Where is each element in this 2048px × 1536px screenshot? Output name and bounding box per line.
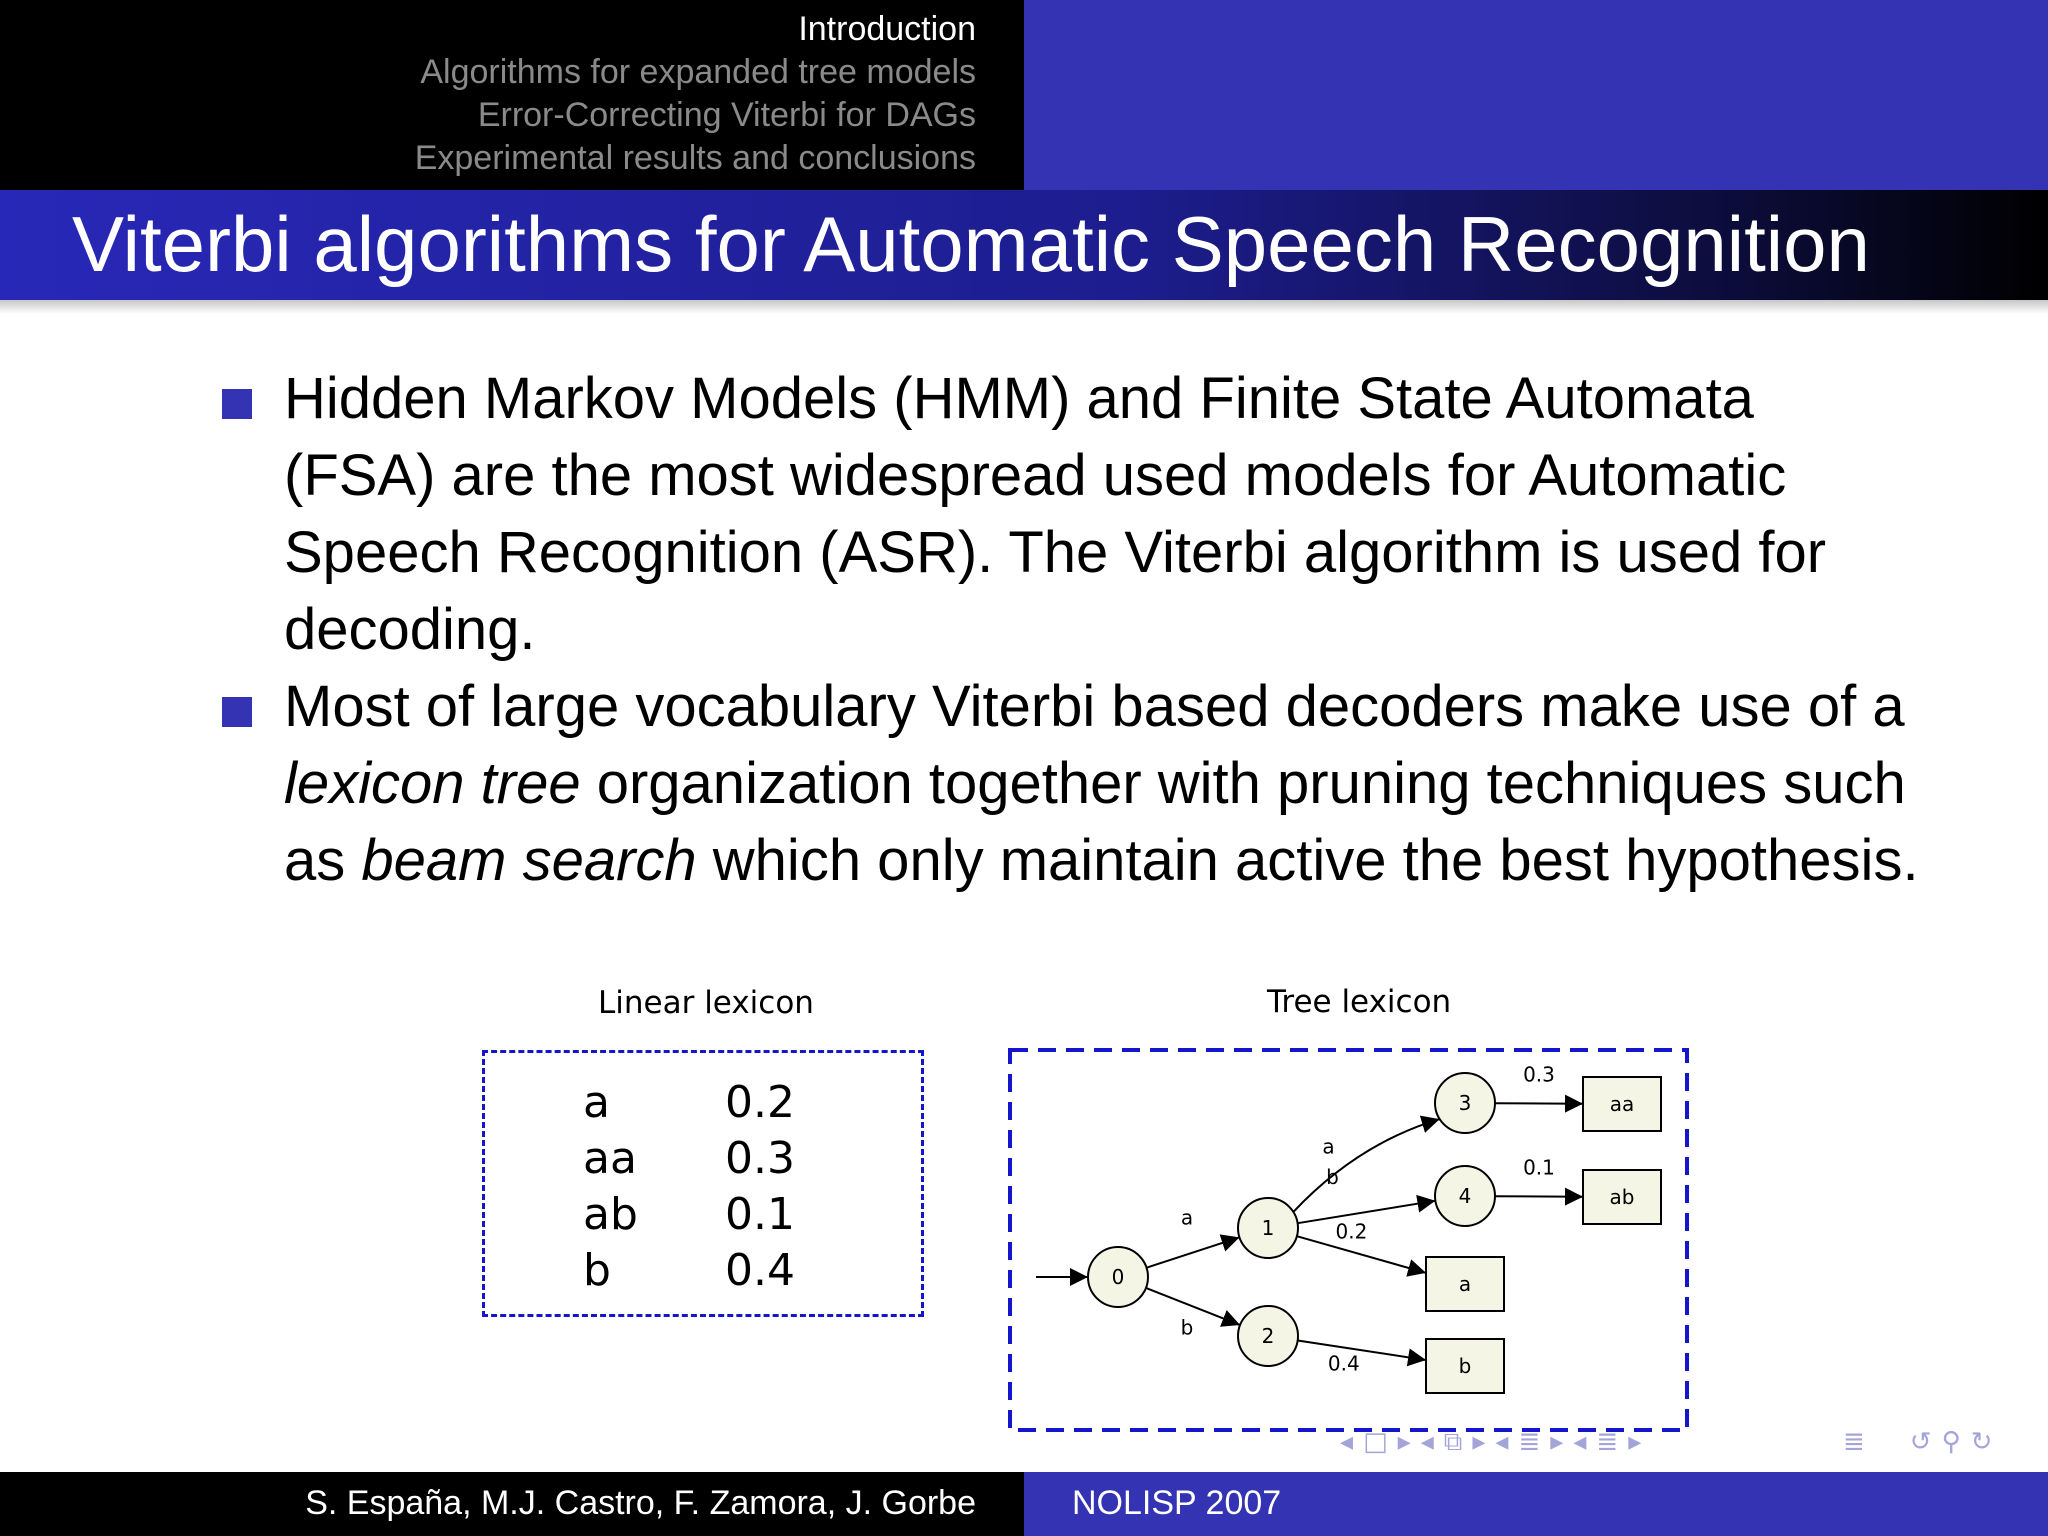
tree-edge [1147,1237,1240,1267]
nav-slide-next-icon[interactable]: ▸ [1628,1427,1642,1457]
tree-node-label: b [1458,1354,1472,1378]
nav-slide-prev-icon[interactable]: ◂ [1573,1427,1587,1457]
lexicon-word: ab [583,1189,638,1240]
nav-subsection-icon[interactable]: ⧉ [1443,1426,1463,1457]
tree-node-label: 1 [1261,1216,1275,1240]
tree-edge-label: 0.2 [1335,1219,1368,1244]
tree-edge-label: b [1326,1165,1339,1189]
tree-node-label: ab [1609,1185,1635,1209]
tree-node-label: 4 [1458,1184,1472,1208]
lexicon-word: aa [583,1133,637,1184]
tree-edge-label: a [1180,1205,1194,1230]
nav-subsection-next-icon[interactable]: ▸ [1472,1427,1486,1457]
lexicon-prob: 0.3 [725,1133,795,1184]
linear-lexicon-caption: Linear lexicon [598,985,814,1021]
nav-item-algorithms[interactable]: Algorithms for expanded tree models [420,53,976,91]
tree-edge [1293,1119,1439,1212]
tree-edge-label: 0.4 [1327,1351,1360,1376]
term-beam-search: beam search [361,828,697,893]
lexicon-prob: 0.1 [725,1189,795,1240]
slide-title: Viterbi algorithms for Automatic Speech Recognition [72,200,1870,288]
beamer-navigation-controls [1335,1422,1646,1462]
footer-conference: NOLISP 2007 [1072,1484,1282,1522]
tree-edge-label: a [1322,1134,1335,1159]
lexicon-word: b [583,1245,611,1296]
tree-edge-label: 0.1 [1523,1155,1555,1180]
bullet-text-segment: Hidden Markov Models (HMM) and Finite State Automata (FSA) are the most widespread used models for Automatic Speech Recognition (ASR). The Viterbi algorithm is used for decoding. [284,366,1827,662]
tree-node-label: 0 [1111,1265,1125,1289]
bullet-text-segment: which only maintain active the best hypothesis. [696,828,1919,893]
tree-node-label: 3 [1458,1091,1472,1115]
beamer-navigation-controls-right [1838,1422,1997,1462]
nav-align-icon[interactable]: ≣ [1843,1427,1865,1457]
lexicon-prob: 0.2 [725,1077,795,1128]
bullet-text-segment: organization together with pruning techniques such as [284,751,1906,893]
bullet-text-segment: Most of large vocabulary Viterbi based decoders make use of a [284,674,1905,739]
nav-search-icon[interactable]: ⚲ [1941,1427,1961,1457]
nav-frame-next-icon[interactable]: ▸ [1397,1427,1411,1457]
nav-frame-icon[interactable]: □ [1363,1427,1388,1457]
nav-section-prev-icon[interactable]: ◂ [1495,1427,1509,1457]
nav-slide-icon[interactable]: ≣ [1596,1427,1619,1457]
lexicon-prob: 0.4 [725,1245,795,1296]
nav-section-icon[interactable]: ≣ [1518,1427,1541,1457]
nav-section-next-icon[interactable]: ▸ [1550,1427,1564,1457]
tree-edge-label: b [1180,1315,1194,1340]
term-lexicon-tree: lexicon tree [284,751,581,816]
tree-graph [1036,1062,1661,1393]
tree-node-label: aa [1609,1092,1635,1116]
nav-frame-prev-icon[interactable]: ◂ [1340,1427,1354,1457]
nav-item-error-correcting[interactable]: Error-Correcting Viterbi for DAGs [477,96,976,134]
lexicon-word: a [583,1077,610,1128]
tree-lexicon-caption: Tree lexicon [1267,984,1452,1020]
tree-node-label: a [1458,1272,1472,1296]
tree-edge [1495,1196,1583,1197]
nav-back-icon[interactable]: ↺ [1909,1427,1932,1457]
tree-edge [1298,1341,1426,1361]
tree-edge [1495,1103,1583,1104]
tree-node-label: 2 [1261,1324,1275,1348]
nav-item-experimental-results[interactable]: Experimental results and conclusions [414,139,976,177]
nav-subsection-prev-icon[interactable]: ◂ [1420,1427,1434,1457]
nav-forward-icon[interactable]: ↻ [1970,1427,1993,1457]
nav-item-introduction[interactable]: Introduction [798,10,976,48]
tree-edge-label: 0.3 [1523,1062,1555,1087]
footer-authors: S. España, M.J. Castro, F. Zamora, J. Gorbe [305,1484,976,1522]
